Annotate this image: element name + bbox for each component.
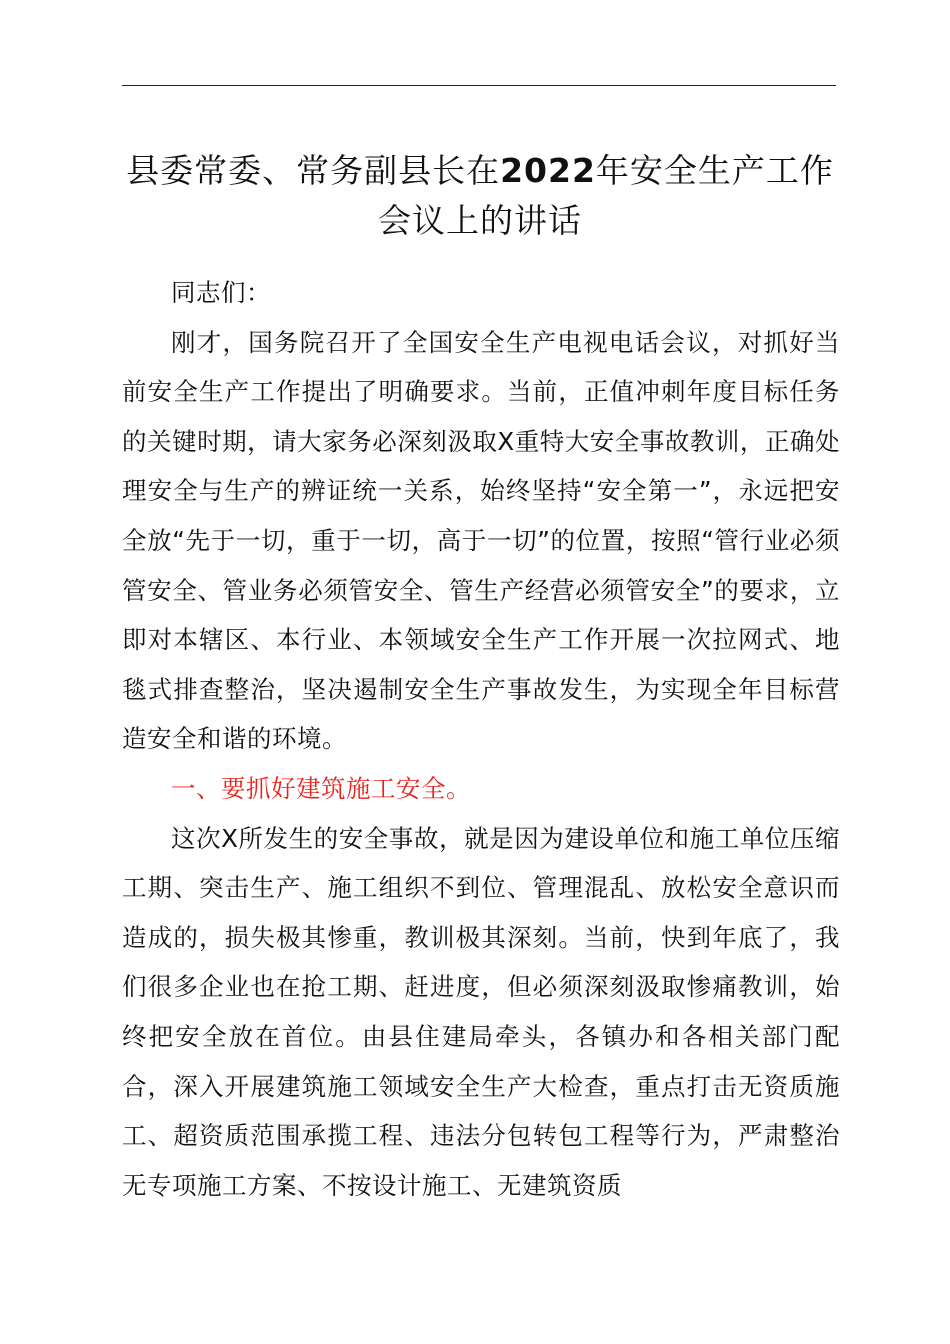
body-paragraph-1: 刚才，国务院召开了全国安全生产电视电话会议，对抓好当前安全生产工作提出了明确要求。当前，正值冲刺年度目标任务的关键时期，请大家务必深刻汲取X重特大安全事故教训，正确处理安全与生产的辨证统一关系，始终坚持“安全第一”，永远把安全放“先于一切，重于一切，高于一切”的位置，按照“管行业必须管安全、管业务必须管安全、管生产经营必须管安全”的要求，立即对本辖区、本行业、本领域安全生产工作开展一次拉网式、地毯式排查整治，坚决遏制安全生产事故发生，为实现全年目标营造安全和谐的环境。 [122,327,840,754]
section-paragraph-1: 这次X所发生的安全事故，就是因为建设单位和施工单位压缩工期、突击生产、施工组织不到位、管理混乱、放松安全意识而造成的，损失极其惨重，教训极其深刻。当前，快到年底了，我们很多企业也在抢工期、赶进度，但必须深刻汲取惨痛教训，始终把安全放在首位。由县住建局牵头，各镇办和各相关部门配合，深入开展建筑施工领域安全生产大检查，重点打击无资质施工、超资质范围承揽工程、违法分包转包工程等行为，严肃整治无专项施工方案、不按设计施工、无建筑资质 [122,823,840,1200]
title-year: 2022 [500,151,596,190]
title-part-1: 县委常委、常务副县长在 [126,151,501,190]
document-body [122,268,840,1210]
section-heading-1: 一、要抓好建筑施工安全。 [171,773,471,803]
greeting: 同志们： [171,278,271,307]
title-part-2: 年安全生产工作会议上的讲话 [378,151,834,240]
header-rule [122,85,836,86]
document-title [110,146,850,246]
